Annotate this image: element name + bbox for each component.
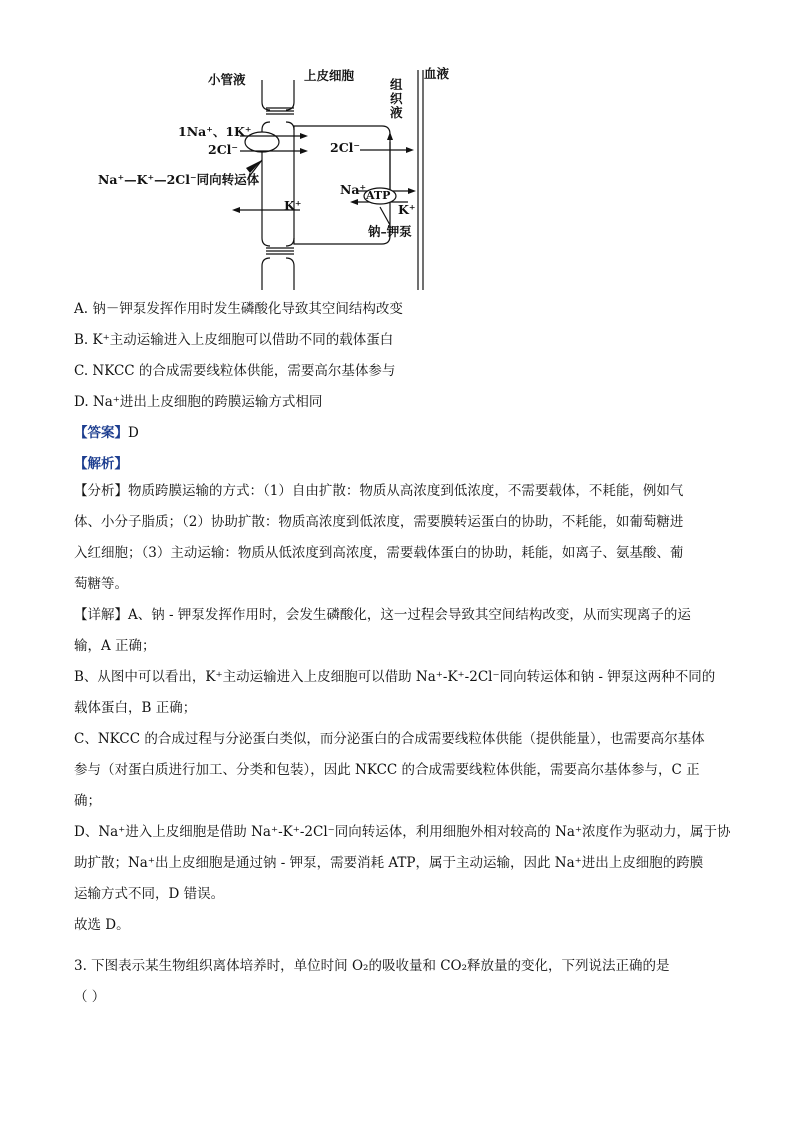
label-pump-name: 钠–钾泵 bbox=[368, 224, 412, 239]
answer-tag: 【答案】 bbox=[74, 425, 128, 441]
detail-row: 确； bbox=[74, 793, 101, 809]
option-a: A. 钠－钾泵发挥作用时发生磷酸化导致其空间结构改变 bbox=[74, 301, 403, 317]
detail-row: 参与（对蛋白质进行加工、分类和包装），因此 NKCC 的合成需要线粒体供能，需要高尔基体参与，C 正 bbox=[74, 762, 700, 778]
label-na-k-in: 1Na⁺、1K⁺ bbox=[178, 124, 252, 139]
analysis-tag: 【解析】 bbox=[74, 456, 128, 472]
label-tissue-fluid: 组织液 bbox=[390, 77, 403, 120]
label-cotransporter: Na⁺—K⁺—2Cl⁻同向转运体 bbox=[98, 172, 260, 187]
detail-tag: 【详解】 bbox=[74, 607, 128, 623]
membrane-bottom-left bbox=[262, 258, 270, 290]
analysis-row: 体、小分子脂质；（2）协助扩散：物质高浓度到低浓度，需要膜转运蛋白的协助，不耗能，如葡萄糖进 bbox=[74, 514, 684, 530]
detail-row: 载体蛋白，B 正确； bbox=[74, 700, 197, 716]
detail-row: 助扩散；Na⁺出上皮细胞是通过钠 - 钾泵，需要消耗 ATP，属于主动运输，因此 Na⁺进出上皮细胞的跨膜 bbox=[74, 855, 704, 871]
option-d: D. Na⁺进出上皮细胞的跨膜运输方式相同 bbox=[74, 394, 323, 410]
option-c: C. NKCC 的合成需要线粒体供能，需要高尔基体参与 bbox=[74, 363, 396, 379]
detail-row: 运输方式不同，D 错误。 bbox=[74, 886, 225, 902]
detail-row: B、从图中可以看出，K⁺主动运输进入上皮细胞可以借助 Na⁺-K⁺-2Cl⁻同向转运体和钠 - 钾泵这两种不同的 bbox=[74, 669, 716, 685]
label-atp: ATP bbox=[366, 189, 391, 202]
label-cl-in: 2Cl⁻ bbox=[208, 142, 238, 157]
label-blood: 血液 bbox=[424, 66, 450, 81]
analysis-row: 萄糖等。 bbox=[74, 576, 128, 592]
detail-row: 【详解】A、钠 - 钾泵发挥作用时，会发生磷酸化，这一过程会导致其空间结构改变，从而实现离子的运 bbox=[74, 607, 691, 623]
detail-row: C、NKCC 的合成过程与分泌蛋白类似，而分泌蛋白的合成需要线粒体供能（提供能量），也需要高尔基体 bbox=[74, 731, 705, 747]
option-b: B. K⁺主动运输进入上皮细胞可以借助不同的载体蛋白 bbox=[74, 332, 394, 348]
label-k-pump: K⁺ bbox=[398, 202, 416, 217]
detail-row: 故选 D。 bbox=[74, 917, 130, 933]
transport-diagram bbox=[90, 60, 470, 290]
label-k-out: K⁺ bbox=[284, 198, 302, 213]
label-tubule-fluid: 小管液 bbox=[208, 72, 246, 87]
detail-row: D、Na⁺进入上皮细胞是借助 Na⁺-K⁺-2Cl⁻同向转运体，利用细胞外相对较高的 Na⁺浓度作为驱动力，属于协 bbox=[74, 824, 731, 840]
label-epithelial-cell: 上皮细胞 bbox=[304, 68, 355, 83]
analysis-paragraph bbox=[74, 476, 724, 600]
question-3-blank: （ ） bbox=[74, 989, 106, 1005]
analysis-heading bbox=[74, 452, 128, 472]
label-cl-out: 2Cl⁻ bbox=[330, 140, 360, 155]
answer-value: D bbox=[128, 425, 139, 441]
label-na-pump: Na⁺ bbox=[340, 182, 367, 197]
analysis-subtag: 【分析】 bbox=[74, 483, 128, 499]
analysis-row: 【分析】物质跨膜运输的方式：（1）自由扩散：物质从高浓度到低浓度，不需要载体，不耗能，例如气 bbox=[74, 483, 684, 499]
membrane-top-left bbox=[262, 80, 270, 110]
answer-line bbox=[74, 421, 139, 441]
analysis-row: 入红细胞；（3）主动运输：物质从低浓度到高浓度，需要载体蛋白的协助，耗能，如离子、氨基酸、葡 bbox=[74, 545, 684, 561]
detail-row: 输，A 正确； bbox=[74, 638, 156, 654]
question-3-stem: 3. 下图表示某生物组织离体培养时，单位时间 O₂的吸收量和 CO₂释放量的变化，下列说法正确的是 bbox=[74, 958, 670, 974]
detail-paragraph bbox=[74, 600, 731, 941]
